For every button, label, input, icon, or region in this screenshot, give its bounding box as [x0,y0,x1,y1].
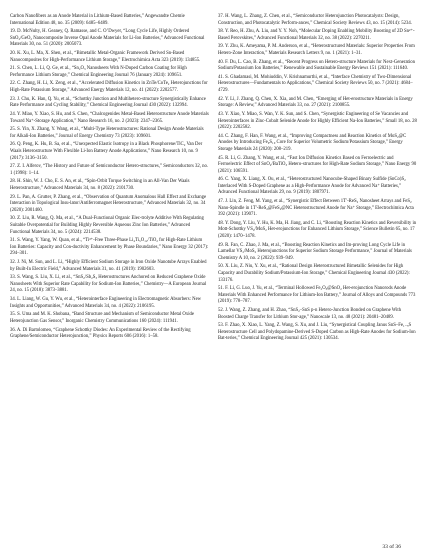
reference-entry: 38. Y. Reo, H. Zhu, A. Liu, and Y. Y. Noh, “Molecular Doping Enabling Mobility Boosting of 2D Sn²⁺-Based Perovskites,” Advanced Functional Materials 32, no. 38 (2022): 2270211. [218,29,415,41]
reference-entry: 25. S. Yin, X. Zhang, Y. Wang, et al., “Multi-Type Heterostructures: Rational Design Anode Materials for Alkali-Ion Batteries,” Journal of Energy Chemistry 73 (2023): 109601. [10,127,204,139]
reference-entry: 42. Y. Li, J. Zhang, Q. Chen, X. Xia, and M. Chen, “Emerging of Het-erostructure Materials in Energy Storage: A Review,” Advanced Materials 33, no. 27 (2021): 2100855. [218,96,413,109]
reference-entry: 53. F. Zhao, X. Xiao, L. Yang, Z. Wang, S. Xu, and J. Liu, “Synergistical Coupling Janus SnS–Fe₁₋ₓS Heterostructure Cell and Polydopamine-Derived S-Doped Carbon as High-Rate Anodes for Sodium-Ion Bat-teries,” Chemical Engineering Journal 425 (2021): 130534. [218,323,416,342]
reference-columns [10,14,417,345]
reference-entry: 52. J. Wang, Z. Zhang, and H. Zhao, “SnS₂–SnS p-n Hetero-Junction Bonded on Graphene With Boosted Charge Transfer for Lithium Stor-age,” Nanoscale 13, no. 48 (2021): 20481–20489. [218,307,402,320]
reference-entry: 44. C. Zhang, F. Han, F. Wang, et al., “Improving Compactness and Reaction Kinetics of MoS₂@C Anodes by Introducing Fe₉S₁₀ Core for Superior Volumetric Sodium/Potassium Storage,” Energy Storage Materials 24 (2020): 208–219. [218,133,407,152]
reference-entry: 37. H. Wang, L. Zhang, Z. Chen, et al., “Semiconductor Heterojunction Photocatalysts: Design, Construction, and Photocatalytic Perform-ances,” Chemical Society Reviews 43, no. 15 (2014): 5234. [218,14,412,26]
reference-entry: 31. S. Wang, Y. Yang, W. Quan, et al., “Ti³⁺-Free Three-Phase Li₄Ti₅O₁₂/TiO₂ for High-Rate Lithium Ion Batteries: Capacity and Con-ductivity Enhancement by Phase Boundaries,” Nano Energy 32 (2017): 294–301. [10,238,209,257]
reference-entry: 48. Y. Dong, Y. Liu, Y. Hu, K. Ma, H. Jiang, and C. Li, “Boosting Reaction Kinetics and Reversibility in Mott-Schottky VS₄/MoS₂ Het-erojunctions for Enhanced Lithium Storage,” Science Bulletin 65, no. 17 (2020): 1470–1478. [218,220,417,239]
reference-entry: 27. Z. I. Alferov, “The History and Future of Semiconductor Hetero-structures,” Semiconductors 32, no. 1 (1998): 1–14. [10,164,209,176]
reference-entry: 21. S. Chen, L. Li, Q. Ge, et al., “Sn₂O₃ Nanosheets With N-Doped Carbon Coating for High Performance Lithium Storage,” Chemical Engineering Journal 76 (January 2024): 109651. [10,66,187,78]
reference-entry: 40. F. Du, L. Cao, B. Zhang, et al., “Recent Progress on Hetero-structure Materials for Next-Generation Sodium/Potassium Ion Batteries,” Renewable and Sustainable Energy Reviews 151 (2021): 111640. [218,59,415,72]
reference-entry: 29. L. Pan, A. Grutter, P. Zhang, et al., “Observation of Quantum Anomalous Hall Effect and Exchange Interaction in Topological Insu-lator/Antiferromagnet Heterostructure,” Advanced Materials 32, no. 34 (2020): 2001460. [10,194,207,213]
reference-entry: 19. D. McNulty, H. Geaney, Q. Ramasse, and C. O’Dwyer, “Long Cycle Life, Highly Ordered SnO₂/GeO₂ Nanocomposite Inverse Opal Anode Materials for Li-Ion Batteries,” Advanced Functional Materials 30, no. 51 (2020): 2005073. [10,29,205,48]
reference-entry: 26. Q. Peng, K. Hu, B. Sa, et al., “Unexpected Elastic Isotropy in a Black Phosphorene/TiC₂ Van Der Waals Heterostructure With Flexible Li-Ion Battery Anode Applications,” Nano Research 10, no. 9 (2017): 3136–3150. [10,142,203,161]
reference-entry: 22. C. Zhang, H. Li, X. Zeng, et al., “Accelerated Diffusion Kinetics in ZnTe/CoTe₂ Heterojunctions for High-Rate Potassium Storage,” Advanced Energy Materials 12, no. 41 (2022): 2202577. [10,81,208,94]
reference-entry: 50. X. Liu, Z. Niu, Y. Xu, et al., “Rational Design Heterostructured Bimetallic Selenides for High Capacity and Durability Sodium/Potassium-Ion Storage,” Chemical Engineering Journal 430 (2022): 133176. [218,264,410,283]
reference-entry: 49. R. Fan, C. Zhao, J. Ma, et al., “Boosting Reaction Kinetics and Im-proving Long Cycle Life in Lamellar VS₂/MoS₂ Heterojunctions for Superior Sodium Storage Performance,” Journal of Materials Chemistry A 10, no. 2 (2022): 939–949. [218,242,412,261]
page-number: 33 of 36 [382,544,401,550]
reference-entry: 24. Y. Miao, Y. Xiao, S. Hu, and S. Chen, “Chalcogenides Metal-Based Heterostructure Anode Materials Toward Na⁺-Storage Application,” Nano Research 16, no. 2 (2023): 2347–2365. [10,111,209,124]
reference-entry: 36. A. Di Bartolomeo, “Graphene Schottky Diodes: An Experimental Review of the Rectifying Graphene/Semiconductor Heterojunction,” Physics Reports 606 (2016): 1–58. [10,327,191,340]
reference-entry: 33. S. Wang, S. Liu, X. Li, et al., “SnS₂/Sb₂S₃ Heterostructures Anchored on Reduced Graphene Oxide Nanosheets With Superior Rate Capability for Sodium-Ion Batteries,” Chemistry—A European Journal 24, no. 15 (2018): 3873–3881. [10,275,207,294]
reference-entry: 43. Y. Xiao, Y. Miao, S. Wan, Y. K. Sun, and S. Chen, “Synergistic Engineering of Se Vacancies and Heterointerfaces in Zinc-Cobalt Selenide Anode for Highly Efficient Na-Ion Batteries,” Small 18, no. 28 (2022): 2202582. [218,111,417,131]
reference-entry: 39. Y. Zhu, K. Ameyama, P. M. Anderson, et al., “Heterostructured Materials: Superior Properties From Hetero-Zone Interaction,” Materials Research Letters 9, no. 1 (2021): 1–31. [218,44,415,57]
reference-entry: 35. S. Uma and M. K. Shobana, “Band Structure and Mechanism of Semiconductor Metal Oxide Heterojunction Gas Sensor,” Inorganic Chemistry Communications 160 (2024): 111941. [10,312,195,324]
reference-entry: 51. F. Li, G. Luo, J. Yu, et al., “Terminal Hollowed Fe₂O₃@SnO₂ Het-erojunction Nanorods Anode Materials With Enhanced Performance for Lithium-Ion Battery,” Journal of Alloys and Compounds 773 (2019): 778–787. [218,286,416,305]
reference-entry: 47. J. Lin, Z. Feng, M. Yang, et al., “Synergistic Effect Between 1T′-ReS₂ Nanosheet Arrays and FeS₂ Nano-Spindle in 1T′-ReS₂@FeS₂@NC Heterostructured Anode for Na⁺ Storage,” Electrochimica Acta 392 (2021): 139071. [218,199,414,218]
reference-entry: 30. Z. Liu, R. Wang, Q. Ma, et al., “A Dual-Functional Organic Elec-trolyte Additive With Regulating Suitable Overpotential for Building Highly Reversible Aqueous Zinc Ion Batteries,” Advanced Functional Materials 34, no. 5 (2024): 2214538. [10,216,204,235]
reference-entry: 45. R. Li, G. Zhang, Y. Wang, et al., “Fast Ion Diffusion Kinetics Based on Ferroelectric and Ferroelectric Effect of SnO₂/BaTiO₃ Hetero-structures for High-Rate Sodium Storage,” Nano Energy 90 (2021): 106591. [218,155,417,174]
reference-entry: 28. H. Shin, W. J. Cho, E. S. An, et al., “Spin-Orbit Torque Switching in an All-Van Der Waals Heterostructure,” Advanced Materials 34, no. 8 (2022): 2101730. [10,179,190,191]
reference-entry: 20. K. Xu, L. Ma, X. Shen, et al., “Bimetallic Metal-Organic Framework Derived Sn-Based Nanocomposites for High-Performance Lithium Storage,” Electrochimica Acta 323 (2019): 134855. [10,51,201,63]
reference-entry: 34. L. Liang, W. Gu, Y. Wu, et al., “Heterointerface Engineering in Electromagnetic Absorbers: New Insights and Opportunities,” Advanced Materials 34, no. 4 (2022): 2106195. [10,297,202,309]
references-left-column [10,14,209,345]
reference-entry: 46. C. Yang, X. Liang, X. Ou, et al., “Heterostructured Nanocube-Shaped Binary Sulfide (SnCo)S₂ Interlaced With S-Doped Graphene as a High-Performance Anode for Advanced Na⁺ Batteries,” Advanced Functional Materials 29, no. 9 (2019): 1807971. [218,177,406,196]
references-right-column [218,14,417,345]
reference-entry: 23. J. Chu, K. Han, Q. Yu, et al., “Schottky Junction and Multihetero-structure Synergistically Enhance Rate Performance and Cycling Stability,” Chemical Engineering Journal 430 (2022): 132994. [10,96,206,109]
reference-entry: Carbon Nanofibers as an Anode Material in Lithium-Based Batteries,” Angewandte Chemie International Edition 48, no. 35 (2009): 6485–6489. [10,14,185,26]
reference-entry: 41. S. Ghadamasi, M. Mohiuddin, V. Krishnamurthi, et al., “Interface Chemistry of Two-Dimensional Heterostructures—Fundamentals to Applications,” Chemical Society Reviews 50, no. 7 (2021): 4684–4729. [218,74,413,94]
reference-entry: 32. J. Ni, M. Sun, and L. Li, “Highly Efficient Sodium Storage in Iron Oxide Nanotube Arrays Enabled by Built-In Electric Field,” Advanced Materials 31, no. 41 (2019): 1902603. [10,260,207,272]
